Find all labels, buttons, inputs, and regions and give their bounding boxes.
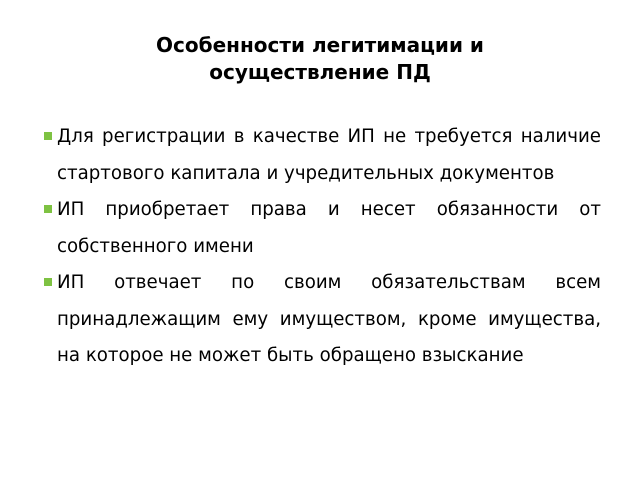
bullet-text: Для регистрации в качестве ИП не требуется наличие стартового капитала и учредительных документов bbox=[57, 126, 601, 184]
slide-title-line-1: Особенности легитимации и bbox=[156, 33, 484, 57]
bullet-item bbox=[44, 265, 601, 375]
slide-title-line-2: осуществление ПД bbox=[209, 60, 431, 84]
bullet-text: ИП приобретает права и несет обязанности от собственного имени bbox=[57, 199, 601, 257]
bullet-list bbox=[44, 119, 601, 375]
bullet-item bbox=[44, 119, 601, 192]
square-bullet-icon bbox=[44, 205, 52, 213]
square-bullet-icon bbox=[44, 132, 52, 140]
bullet-text: ИП отвечает по своим обязательствам всем принадлежащим ему имуществом, кроме имущества, на которое не может быть обращено взыскание bbox=[57, 272, 601, 366]
slide-title bbox=[40, 32, 600, 86]
square-bullet-icon bbox=[44, 278, 52, 286]
bullet-item bbox=[44, 192, 601, 265]
